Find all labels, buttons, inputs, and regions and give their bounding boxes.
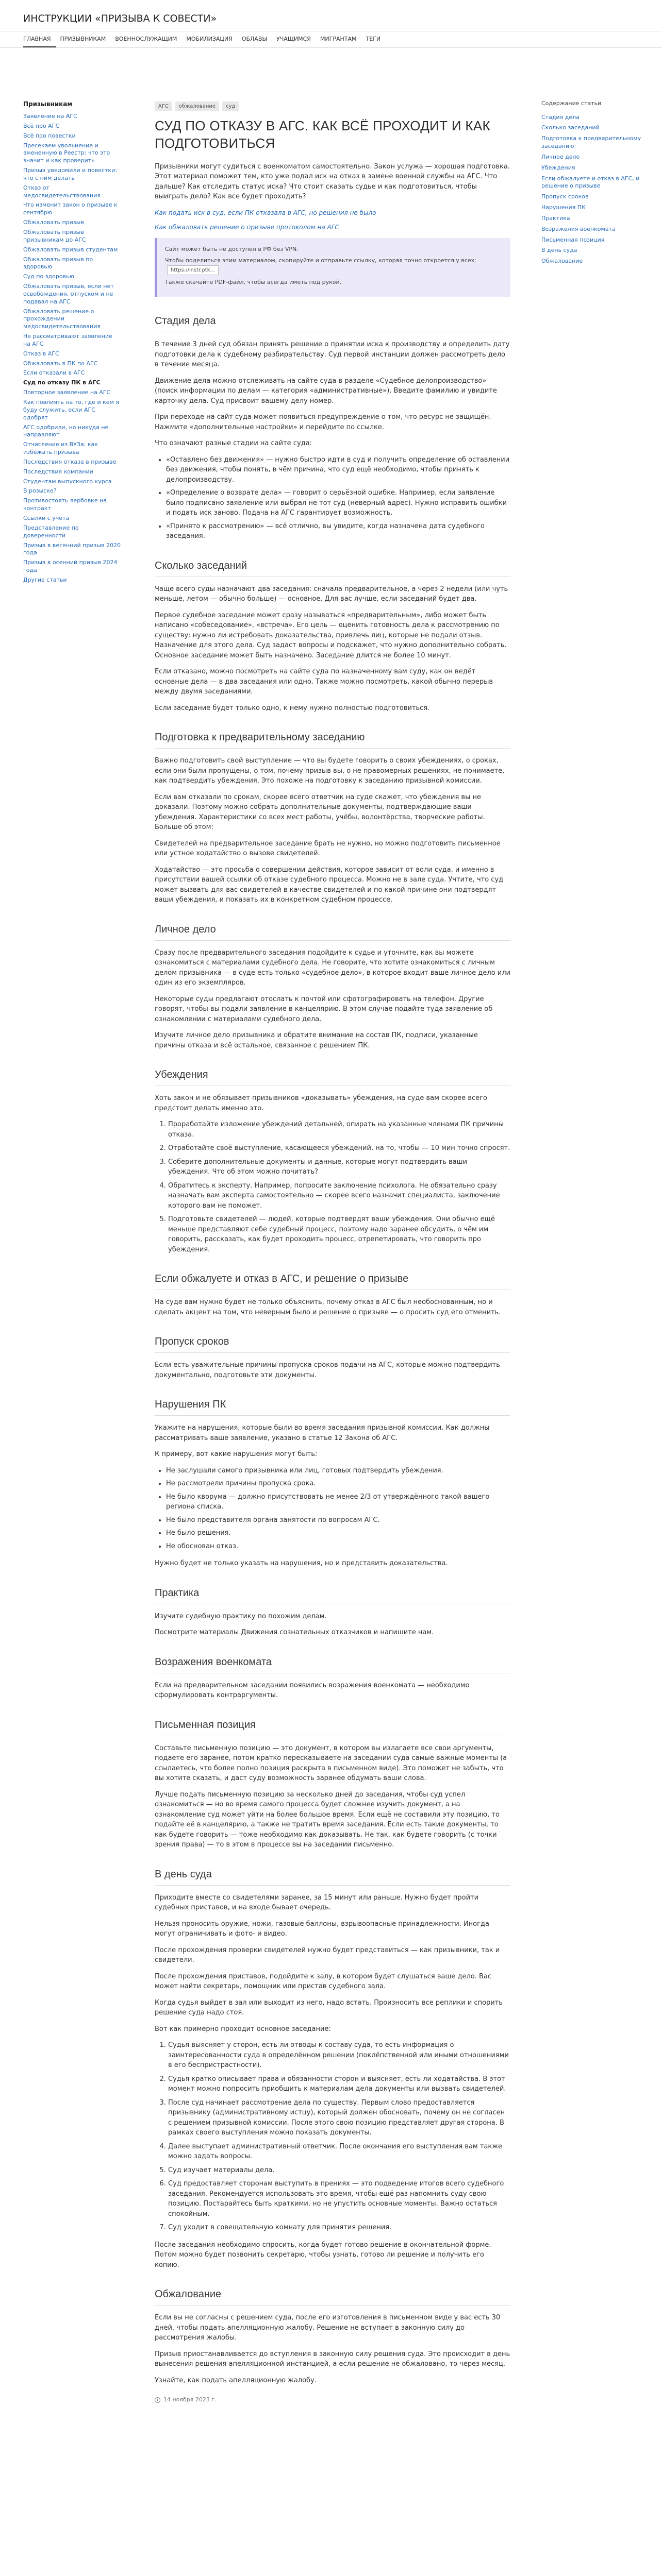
sidebar-item[interactable]: Если отказали в АГС xyxy=(23,369,85,377)
nav-mobilization[interactable]: МОБИЛИЗАЦИЯ xyxy=(186,35,233,42)
section-paragraph: После заседания необходимо спросить, когда будет готово решение в окончательной форме. Потом можно будет позвонить секретарю, чтобы узнать, готово ли решение и получить его копию. xyxy=(155,2241,491,2269)
notice-line-2-text: Чтобы поделиться этим материалом, скопируйте и отправьте ссылку, которая точно откроется у всех: xyxy=(165,257,476,264)
sidebar-item[interactable]: Обжаловать в ПК по АГС xyxy=(23,360,98,367)
publish-date-text: 14 ноября 2023 г. xyxy=(163,2396,217,2403)
section-paragraph: Нельзя проносить оружие, ножи, газовые баллоны, взрывоопасные принадлежности. Иногда могут ограничивать и фото- и видео. xyxy=(155,1920,489,1938)
tag-badge[interactable]: суд xyxy=(222,101,239,111)
list-item: 7. Суд уходит в совещательную комнату для принятия решения. xyxy=(168,2223,510,2233)
nav-military[interactable]: ВОЕННОСЛУЖАЩИМ xyxy=(115,35,177,42)
section-paragraph: Когда судья выйдет в зал или выходит из него, надо встать. Произносить все реплики и спорить решение суда надо стоя. xyxy=(155,1998,503,2017)
nav-tags[interactable]: ТЕГИ xyxy=(366,35,381,42)
section-heading: Возражения военкомата xyxy=(155,1654,510,1673)
section-paragraph: Что означают разные стадии на сайте суда: xyxy=(155,439,312,448)
section-paragraph: Укажите на нарушения, которые были во время заседания призывной комиссии. Как должны рассматривать ваше заявление, указано в статье 12 Закона об АГС. xyxy=(155,1424,490,1442)
section-heading: Обжалование xyxy=(155,2286,510,2306)
section-paragraph: Важно подготовить свой выступление — что вы будете говорить о своих убеждениях, о сроках, если они были пропущены, о том, почему призыв вы, о не правомерных решениях, не понимаете, как подтвердить убеждения. Это похоже на подготовку к заседанию призывной комиссии. xyxy=(155,757,505,785)
sidebar-item[interactable]: Призыв в осенний призыв 2024 года xyxy=(23,559,118,574)
section-heading: Пропуск сроков xyxy=(155,1334,510,1353)
sidebar-item[interactable]: Представление по доверенности xyxy=(23,524,79,539)
list-item: 6. Суд предоставляет сторонам выступить в прениях — это подведение итогов всего судебного заседания. Рекомендуется использовать это время, чтобы ещё раз напомнить суду свою позицию. Постарайтесь быть краткими, но не упустить основные моменты. Важно остаться спокойным. xyxy=(168,2179,510,2219)
article-sections xyxy=(155,313,510,2385)
sidebar-item[interactable]: Всё про АГС xyxy=(23,122,60,129)
section-paragraph: Свидетелей на предварительное заседание брать не нужно, но можно подготовить письменное или устное ходатайство о вызове свидетелей. xyxy=(155,839,501,858)
sidebar-item[interactable]: Не рассматривают заявление на АГС xyxy=(23,333,112,347)
notice-line-3[interactable]: Также скачайте PDF-файл, чтобы всегда иметь под рукой. xyxy=(165,278,342,285)
section-paragraph: Если отказано, можно посмотреть на сайте суда по назначенному вам суду, как он ведёт основные дела — в два заседания или одно. Также можно посмотреть, какой обычно перерыв между двумя заседаниями. xyxy=(155,668,493,696)
section-paragraph: Вот как примерно проходит основное заседание: xyxy=(155,2025,331,2033)
sidebar-item[interactable]: Суд по здоровью xyxy=(23,273,74,280)
section-heading: Письменная позиция xyxy=(155,1717,510,1736)
list-item: • Не было кворума — должно присутствовать не менее 2/3 от утверждённого такой вашего региона списка. xyxy=(166,1492,510,1512)
nav-migrants[interactable]: МИГРАНТАМ xyxy=(320,35,357,42)
toc-item[interactable]: Письменная позиция xyxy=(541,236,605,243)
sidebar-item[interactable]: Противостоять вербовке на контракт xyxy=(23,497,107,512)
list-item: 4. Обратитесь к эксперту. Например, попросите заключение психолога. Не обязательно сразу назначать вам эксперта самостоятельно — скорее всего назначит специалиста, заключение которого вам не поможет. xyxy=(168,1181,510,1211)
section-paragraph: Узнайте, как подать апелляционную жалобу. xyxy=(155,2376,317,2384)
main-content xyxy=(155,93,510,2404)
sidebar-item[interactable]: В розыске? xyxy=(23,487,57,495)
section-paragraph: На суде вам нужно будет не только объяснить, почему отказ в АГС был необоснованным, но и сделать акцент на том, что неверным было и решение о призыве — о просить суд его отменить. xyxy=(155,1298,501,1316)
left-sidebar-heading[interactable]: Призывникам xyxy=(23,100,73,108)
list-item: • Не заслушали самого призывника или лиц, готовых подтвердить убеждения. xyxy=(166,1466,510,1476)
toc-item[interactable]: Стадия дела xyxy=(541,113,580,121)
toc-heading: Содержание статьи xyxy=(541,100,602,107)
list-item: 2. Судья кратко описывает права и обязанности сторон и выясняет, есть ли ходатайства. В этот момент можно попросить приобщить к материалам дела документы или вызвать свидетелей. xyxy=(168,2074,510,2094)
list-item: 2. Отработайте своё выступление, касающееся убеждений, на то, чтобы — 10 мин точно спросят. xyxy=(168,1143,510,1154)
nav-conscripts[interactable]: ПРИЗЫВНИКАМ xyxy=(60,35,106,42)
section-paragraph: Движение дела можно отслеживать на сайте суда в разделе «Судебное делопроизводство» (поиск информации по делам — категория «административные»). Введите фамилию и увидите карточку дела. Суд присвоит вашему делу номер. xyxy=(155,377,497,405)
toc-item[interactable]: Обжалование xyxy=(541,258,583,265)
sidebar-item[interactable]: Что изменит закон о призыве к сентябрю xyxy=(23,201,118,216)
section-paragraph: Если заседание будет только одно, к нему нужно полностью подготовиться. xyxy=(155,704,430,712)
sidebar-item[interactable]: Обжаловать призыв по здоровью xyxy=(23,256,93,270)
section-heading: Практика xyxy=(155,1585,510,1604)
sidebar-item[interactable]: Всё про повестки xyxy=(23,132,76,139)
list-item: • Не обоснован отказ. xyxy=(166,1541,510,1552)
bullet-list xyxy=(166,455,510,541)
toc-item[interactable]: Подготовка к предварительному заседанию xyxy=(541,135,641,150)
toc-item[interactable]: Нарушения ПК xyxy=(541,204,586,211)
section-paragraph: Ходатайство — это просьба о совершении действия, которое зависит от воли суда, и именно в присутствии вашей ссылки об отказе судебного процесса. Можно не в зале суда. Учтите, что суд может вызвать для вас свидетелей в качестве свидетелей и по какой причине они подтвердят ваши убеждения, и показать их в конкретном судебном процессе. xyxy=(155,866,504,904)
section-paragraph: Хоть закон и не обязывает призывников «доказывать» убеждения, на суде вам скорее всего предстоит делать именно это. xyxy=(155,1094,487,1112)
share-link-field[interactable]: https://instr.ptk... xyxy=(167,265,219,275)
nav-students[interactable]: УЧАЩИМСЯ xyxy=(276,35,311,42)
section-heading: Нарушения ПК xyxy=(155,1397,510,1416)
section-heading: Если обжалуете и отказ в АГС, и решение о призыве xyxy=(155,1271,510,1290)
toc-item[interactable]: Если обжалуете и отказ в АГС, и решение о призыве xyxy=(541,175,640,190)
toc-item[interactable]: Возражения военкомата xyxy=(541,225,616,232)
numbered-list xyxy=(168,2040,510,2233)
section-paragraph: Лучше подать письменную позицию за несколько дней до заседания, чтобы суд успел ознакомиться — но во время самого процесса будет сложнее изучить документ, а на ознакомление суд может уйти на более большое время. Если ещё не составили эту позицию, то подайте её в канцелярию, а также не тратить время заседания. Если есть такие документы, то как будете говорить — тоже необходимо как доказывать. Не так, как будете говорить (с точки зрения права) — то в этом в процессе вы на заседании письменно. xyxy=(155,1790,500,1849)
sidebar-item[interactable]: Обжаловать призыв xyxy=(23,219,84,226)
section-paragraph: Если вам отказали по срокам, скорее всего ответчик на суде скажет, что убеждения вы не доказали. Поэтому можно собрать дополнительные документы, подтверждающие ваши убеждения. Характеристики со всех мест работы, учёбы, волонтёрства, творческие работы. Больше об этом: xyxy=(155,793,485,832)
sidebar-item[interactable]: Студентам выпускного курса xyxy=(23,478,112,485)
sidebar-item[interactable]: Отказ в АГС xyxy=(23,350,59,357)
nav-raids[interactable]: ОБЛАВЫ xyxy=(241,35,268,42)
list-item: • «Принято к рассмотрению» — всё отлично, вы увидите, когда назначена дата судебного заседания. xyxy=(166,521,510,541)
sidebar-item[interactable]: Как повлиять на то, где и кем я буду служить, если АГС одобрят xyxy=(23,399,119,421)
list-item: • «Определение о возврате дела» — говорит о серьёзной ошибке. Например, если заявление было подписано заявление или выбрал не тот суд (неверный адрес). Нужно исправить ошибки и подать иск заново. Подача на АГС гарантирует возможность. xyxy=(166,488,510,518)
toc-item[interactable]: Личное дело xyxy=(541,153,580,160)
intro-link-court[interactable]: Как подать иск в суд, если ПК отказала в АГС, но решения не было xyxy=(155,209,376,216)
sidebar-item[interactable]: Обжаловать решение о прохождении медосвидетельствования xyxy=(23,308,101,330)
toc-item[interactable]: Сколько заседаний xyxy=(541,124,600,131)
publish-date xyxy=(155,2396,510,2404)
section-paragraph: После прохождения проверки свидетелей нужно будет представиться — как призывники, так и свидетели. xyxy=(155,1946,500,1964)
section-heading: В день суда xyxy=(155,1867,510,1886)
sidebar-item[interactable]: Заявление на АГС xyxy=(23,113,77,120)
section-heading: Личное дело xyxy=(155,922,510,941)
section-heading: Сколько заседаний xyxy=(155,558,510,577)
list-item: 5. Суд изучает материалы дела. xyxy=(168,2165,510,2176)
bullet-list xyxy=(166,1466,510,1552)
section-paragraph: Если вы не согласны с решением суда, после его изготовления в письменном виде у вас есть 30 дней, чтобы подать апелляционную жалобу. Решение не вступает в законную силу до рассмотрения жалобы. xyxy=(155,2314,501,2342)
section-heading: Стадия дела xyxy=(155,313,510,332)
tag-badge[interactable]: АГС xyxy=(155,101,172,111)
nav-home[interactable]: ГЛАВНАЯ xyxy=(23,32,56,48)
section-paragraph: К примеру, вот какие нарушения могут быть: xyxy=(155,1450,318,1459)
left-sidebar xyxy=(23,99,121,585)
sidebar-item[interactable]: АГС одобрили, но никуда не направляют xyxy=(23,423,109,438)
sidebar-item[interactable]: Призыв в весенний призыв 2020 года xyxy=(23,541,121,556)
sidebar-item[interactable]: Обжаловать призыв, если нет освобождения, отпуском и не подавал на АГС xyxy=(23,283,114,305)
intro-link-appeal[interactable]: Как обжаловать решение о призыве протоколом на АГС xyxy=(155,223,339,231)
sidebar-item[interactable]: Повторное заявление на АГС xyxy=(23,389,111,396)
section-paragraph: Изучите личное дело призывника и обратите внимание на состав ПК, подписи, указанные причины отказа и всё остальное, связанное с решением ПК. xyxy=(155,1031,478,1049)
section-paragraph: Если на предварительном заседании появились возражения военкомата — необходимо сформулировать контраргументы. xyxy=(155,1681,470,1700)
clock-icon xyxy=(155,2397,160,2403)
section-paragraph: Чаще всего суды назначают два заседания: сначала предварительное, а через 2 недели (или чуть меньше, летом — обычно больше) — основное. Для вас лучше, если заседаний будет два. xyxy=(155,585,508,603)
toc-item[interactable]: Убеждения xyxy=(541,164,575,171)
sidebar-item[interactable]: Обжаловать призыв призывникам до АГС xyxy=(23,228,86,243)
section-paragraph: Призыв приостанавливается до вступления в законную силу решения суда. Это происходит в день вынесения решения апелляционной инстанцией, а если решение не обжаловано, то через месяц. xyxy=(155,2350,510,2368)
sidebar-item[interactable]: Отчисление из ВУЗа: как избежать призыва xyxy=(23,441,98,456)
list-item: 3. После суд начинает рассмотрение дела по существу. Первым слово предоставляется призывнику (административному истцу), который должен обосновать, почему он не согласен с решением призывной комиссии. После этого свою позицию представляет другая сторона. В рамках своего выступления можно показать документы. xyxy=(168,2098,510,2138)
section-heading: Убеждения xyxy=(155,1067,510,1086)
list-item: 5. Подготовьте свидетелей — людей, которые подтвердят ваши убеждения. Они обычно ещё меньше представляют себе судебный процесс, поэтому надо заранее обсудить, о чём им говорить, рассказать, как будет проходить процесс, отрепетировать, что говорить про убеждения. xyxy=(168,1214,510,1255)
list-item: 1. Судья выясняет у сторон, есть ли отводы к составу суда, то есть информация о заинтересованности суда в определённом решении (поклёпственной или иными отношениями в его беспристрастности). xyxy=(168,2040,510,2071)
top-nav xyxy=(0,31,662,48)
sidebar-item[interactable]: Суд по отказу ПК в АГС xyxy=(23,379,101,386)
intro-text: Призывники могут судиться с военкоматом самостоятельно. Закон услужа — хорошая подготовка. Этот материал поможет тем, кто уже подал иск на отказ в замене военной службы на АГС. Что дальше? Как отследить статус иска? Что стоит сказать судье и как подготовиться, чтобы выиграть дело? Как все будет проходить? xyxy=(155,162,510,201)
sidebar-item[interactable]: Отказ от медосвидетельствования xyxy=(23,184,101,199)
site-header xyxy=(0,0,662,48)
section-paragraph: Посмотрите материалы Движения сознательных отказчиков и напишите нам. xyxy=(155,1629,434,1637)
right-sidebar xyxy=(541,99,644,267)
site-title[interactable]: ИНСТРУКЦИИ «ПРИЗЫВА К СОВЕСТИ» xyxy=(23,13,217,24)
tag-badge[interactable]: обжалование xyxy=(175,101,219,111)
sidebar-item[interactable]: Пресекаем увольнение и вмененную в Реестр: что это значит и как проверить xyxy=(23,142,110,164)
notice-line-2 xyxy=(165,257,502,275)
sidebar-item[interactable]: Последствия отказа в призыве xyxy=(23,458,117,465)
list-item: • «Оставлено без движения» — нужно быстро идти в суд и получить определение об оставлении без движения, чтобы понять, в чём причина, что суд ещё необходимо, чтобы принять к делопроизводству. xyxy=(166,455,510,485)
vpn-notice xyxy=(155,238,510,297)
section-paragraph: Первое судебное заседание может сразу называться «предварительным», либо может быть написано «собеседование», «встреча». Его цель — оценить готовность дела к рассмотрению по существу: нужно ли истребовать доказательства, привлечь лиц, которые не подали отзыв. Назначение для этого дела. Суд задаст вопросы и подскажет, что нужно дополнительно собрать. Основное заседание может быть назначено. Заседание длится не более 10 минут. xyxy=(155,611,507,659)
page-layout xyxy=(0,48,662,2576)
sidebar-item[interactable]: Ссылки с учёта xyxy=(23,514,70,521)
toc-item[interactable]: В день суда xyxy=(541,247,577,254)
tag-list xyxy=(155,101,510,111)
numbered-list xyxy=(168,1120,510,1255)
section-heading: Подготовка к предварительному заседанию xyxy=(155,730,510,749)
toc-item[interactable]: Пропуск сроков xyxy=(541,193,589,200)
sidebar-item[interactable]: Другие статьи xyxy=(23,576,67,583)
section-paragraph: Сразу после предварительного заседания подойдите к судье и уточните, как вы можете ознакомиться с материалами судебного дела. Не говорите, что хотите ознакомиться с личным делом призывника — в суде есть только «судебное дело», в которое входит ваше личное дело или один из его экземпляров. xyxy=(155,948,510,987)
section-paragraph: В течение 3 дней суд обязан принять решение о принятии иска к производству и определить дату подготовки дела к судебному разбирательству. Суд первой инстанции должен рассмотреть дело в течение месяца. xyxy=(155,341,510,369)
section-paragraph: Приходите вместе со свидетелями заранее, за 15 минут или раньше. Нужно будет пройти судебных приставов, и на входе бывает очередь. xyxy=(155,1893,479,1912)
section-paragraph: При переходе на сайт суда может появиться предупреждение о том, что ресурс не защищён. Нажмите «дополнительные настройки» и перейдите по ссылке. xyxy=(155,413,491,431)
section-paragraph: Некоторые суды предлагают отослать к почтой или сфотографировать на телефон. Другие говорят, чтобы вы подали заявление в канцелярию. В этом случае подайте туда заявление об ознакомлении с материалами судебного дела. xyxy=(155,995,493,1023)
section-paragraph: Составьте письменную позицию — это документ, в котором вы излагаете все свои аргументы, подаете его заранее, потом кратко пересказываете на заседании суда самые важные моменты (а ссылаетесь, что более полно позиция раскрыта в письменном виде). Это поможет не забыть, что вы хотите сказать, и даст суду возможность заранее обдумать ваши слова. xyxy=(155,1744,507,1783)
section-paragraph: Изучите судебную практику по похожим делам. xyxy=(155,1612,327,1620)
section-paragraph: После прохождения приставов, подойдите к залу, в котором будет слушаться ваше дело. Вас может найти секретарь, помощник или пристав судебного зала. xyxy=(155,1972,492,1991)
sidebar-item[interactable]: Последствия компании xyxy=(23,468,93,475)
notice-line-1: Сайт может быть не доступен в РФ без VPN. xyxy=(165,245,299,252)
section-paragraph: Нужно будет не только указать на нарушения, но и представить доказательства. xyxy=(155,1560,448,1568)
list-item: • Не рассмотрели причины пропуска срока. xyxy=(166,1479,510,1489)
page-title: СУД ПО ОТКАЗУ В АГС. КАК ВСЁ ПРОХОДИТ И КАК ПОДГОТОВИТЬСЯ xyxy=(155,118,490,151)
list-item: 3. Соберите дополнительные документы и данные, которые могут подтвердить ваши убеждения. Что об этом можно почитать? xyxy=(168,1157,510,1177)
sidebar-item[interactable]: Обжаловать призыв студентам xyxy=(23,246,118,253)
list-item: 4. Далее выступает административный ответчик. После окончания его выступления вам также можно задать вопросы. xyxy=(168,2142,510,2162)
section-paragraph: Если есть уважительные причины пропуска сроков подачи на АГС, которые можно подтвердить документально, подготовьте эти документы. xyxy=(155,1361,500,1379)
list-item: • Не было представителя органа занятости по вопросам АГС. xyxy=(166,1515,510,1526)
list-item: • Не было решения. xyxy=(166,1528,510,1538)
list-item: 1. Проработайте изложение убеждений детальней, опирать на указанные членами ПК причины отказа. xyxy=(168,1120,510,1140)
toc-item[interactable]: Практика xyxy=(541,214,570,222)
sidebar-item[interactable]: Призыв уведомили и повестки: что с ним делать xyxy=(23,167,117,181)
